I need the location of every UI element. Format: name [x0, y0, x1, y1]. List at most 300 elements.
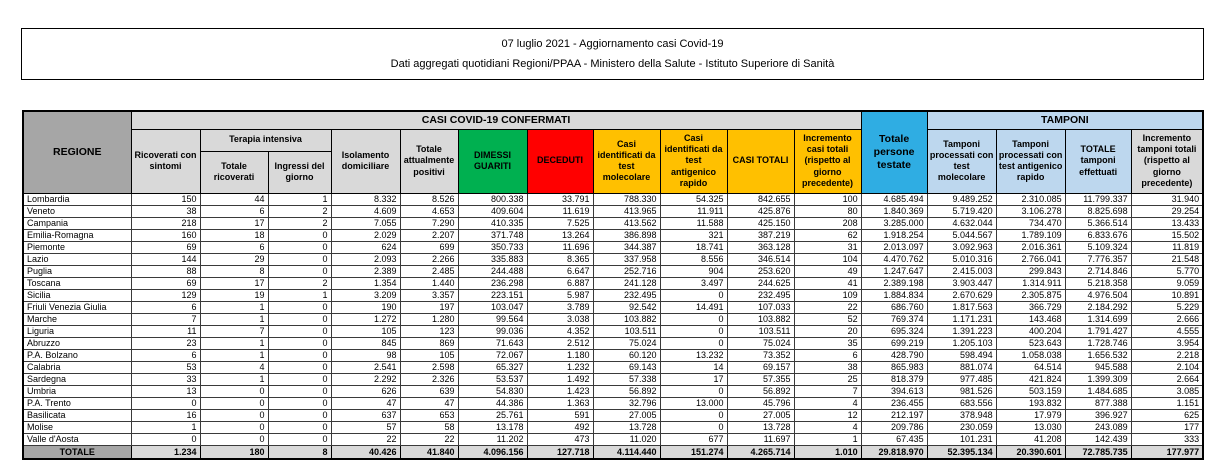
value-cell: 241.128 — [593, 277, 660, 289]
total-value-cell: 4.096.156 — [458, 445, 527, 459]
value-cell: 4 — [794, 421, 861, 433]
value-cell: 150 — [131, 193, 200, 205]
value-cell: 1.058.038 — [996, 349, 1065, 361]
value-cell: 413.562 — [593, 217, 660, 229]
value-cell: 75.024 — [727, 337, 794, 349]
value-cell: 2.664 — [1131, 373, 1203, 385]
value-cell: 13.264 — [527, 229, 593, 241]
value-cell: 769.374 — [861, 313, 927, 325]
value-cell: 69.143 — [593, 361, 660, 373]
value-cell: 232.495 — [727, 289, 794, 301]
col-header-isolamento-domiciliare: Isolamento domiciliare — [331, 129, 400, 193]
value-cell: 2.218 — [1131, 349, 1203, 361]
value-cell: 626 — [331, 385, 400, 397]
value-cell: 177 — [1131, 421, 1203, 433]
region-name-cell: Piemonte — [23, 241, 131, 253]
value-cell: 143.468 — [996, 313, 1065, 325]
value-cell: 5.987 — [527, 289, 593, 301]
col-header-incremento-casi-totali: Incremento casi totali (rispetto al giorno precedente) — [794, 129, 861, 193]
table-row — [23, 313, 1203, 325]
value-cell: 1.484.685 — [1065, 385, 1131, 397]
value-cell: 13.728 — [593, 421, 660, 433]
value-cell: 2 — [268, 277, 331, 289]
col-header-totale-tamponi: TOTALE tamponi effettuati — [1065, 129, 1131, 193]
value-cell: 197 — [400, 301, 458, 313]
value-cell: 101.231 — [927, 433, 996, 445]
value-cell: 54.830 — [458, 385, 527, 397]
col-header-ingressi-del-giorno: Ingressi del giorno — [268, 151, 331, 193]
value-cell: 421.824 — [996, 373, 1065, 385]
value-cell: 103.511 — [593, 325, 660, 337]
region-name-cell: Marche — [23, 313, 131, 325]
value-cell: 1.440 — [400, 277, 458, 289]
value-cell: 38 — [131, 205, 200, 217]
value-cell: 686.760 — [861, 301, 927, 313]
value-cell: 47 — [331, 397, 400, 409]
value-cell: 869 — [400, 337, 458, 349]
value-cell: 818.379 — [861, 373, 927, 385]
value-cell: 5.109.324 — [1065, 241, 1131, 253]
total-value-cell: 41.840 — [400, 445, 458, 459]
value-cell: 62 — [794, 229, 861, 241]
value-cell: 1.363 — [527, 397, 593, 409]
value-cell: 57.338 — [593, 373, 660, 385]
value-cell: 3.789 — [527, 301, 593, 313]
value-cell: 2.326 — [400, 373, 458, 385]
value-cell: 904 — [660, 265, 727, 277]
value-cell: 2.184.292 — [1065, 301, 1131, 313]
value-cell: 109 — [794, 289, 861, 301]
value-cell: 11.911 — [660, 205, 727, 217]
value-cell: 80 — [794, 205, 861, 217]
value-cell: 2.029 — [331, 229, 400, 241]
value-cell: 15.502 — [1131, 229, 1203, 241]
value-cell: 92.542 — [593, 301, 660, 313]
value-cell: 2 — [268, 205, 331, 217]
table-row — [23, 265, 1203, 277]
value-cell: 2.670.629 — [927, 289, 996, 301]
value-cell: 1 — [200, 313, 268, 325]
value-cell: 11.588 — [660, 217, 727, 229]
value-cell: 1.205.103 — [927, 337, 996, 349]
value-cell: 598.494 — [927, 349, 996, 361]
value-cell: 1.884.834 — [861, 289, 927, 301]
value-cell: 2.093 — [331, 253, 400, 265]
value-cell: 5.044.567 — [927, 229, 996, 241]
value-cell: 1.492 — [527, 373, 593, 385]
value-cell: 0 — [268, 229, 331, 241]
value-cell: 1.151 — [1131, 397, 1203, 409]
value-cell: 2.207 — [400, 229, 458, 241]
value-cell: 0 — [268, 349, 331, 361]
value-cell: 1.789.109 — [996, 229, 1065, 241]
value-cell: 212.197 — [861, 409, 927, 421]
table-row — [23, 349, 1203, 361]
value-cell: 57 — [331, 421, 400, 433]
value-cell: 0 — [660, 421, 727, 433]
total-value-cell: 72.785.735 — [1065, 445, 1131, 459]
value-cell: 47 — [400, 397, 458, 409]
value-cell: 1.180 — [527, 349, 593, 361]
value-cell: 1 — [200, 349, 268, 361]
value-cell: 129 — [131, 289, 200, 301]
value-cell: 3.497 — [660, 277, 727, 289]
value-cell: 23 — [131, 337, 200, 349]
value-cell: 25 — [794, 373, 861, 385]
value-cell: 11.697 — [727, 433, 794, 445]
value-cell: 1.280 — [400, 313, 458, 325]
value-cell: 4.685.494 — [861, 193, 927, 205]
col-header-regione: REGIONE — [23, 111, 131, 193]
value-cell: 32.796 — [593, 397, 660, 409]
value-cell: 1 — [794, 433, 861, 445]
value-cell: 1 — [268, 289, 331, 301]
table-row — [23, 409, 1203, 421]
value-cell: 3.085 — [1131, 385, 1203, 397]
value-cell: 2.485 — [400, 265, 458, 277]
value-cell: 18.741 — [660, 241, 727, 253]
value-cell: 877.388 — [1065, 397, 1131, 409]
value-cell: 7 — [131, 313, 200, 325]
value-cell: 1.918.254 — [861, 229, 927, 241]
value-cell: 4.632.044 — [927, 217, 996, 229]
value-cell: 69.157 — [727, 361, 794, 373]
value-cell: 337.958 — [593, 253, 660, 265]
value-cell: 0 — [268, 409, 331, 421]
value-cell: 1.728.746 — [1065, 337, 1131, 349]
value-cell: 0 — [660, 385, 727, 397]
value-cell: 788.330 — [593, 193, 660, 205]
value-cell: 17 — [200, 217, 268, 229]
value-cell: 13 — [131, 385, 200, 397]
value-cell: 386.898 — [593, 229, 660, 241]
region-name-cell: Campania — [23, 217, 131, 229]
group-header-casi-confermati: CASI COVID-19 CONFERMATI — [131, 111, 861, 129]
table-row — [23, 337, 1203, 349]
value-cell: 7.055 — [331, 217, 400, 229]
value-cell: 5.366.514 — [1065, 217, 1131, 229]
value-cell: 425.876 — [727, 205, 794, 217]
value-cell: 0 — [268, 397, 331, 409]
value-cell: 100 — [794, 193, 861, 205]
value-cell: 107.033 — [727, 301, 794, 313]
value-cell: 11.819 — [1131, 241, 1203, 253]
region-name-cell: Emilia-Romagna — [23, 229, 131, 241]
region-name-cell: Sicilia — [23, 289, 131, 301]
value-cell: 2.598 — [400, 361, 458, 373]
value-cell: 4.653 — [400, 205, 458, 217]
value-cell: 3.285.000 — [861, 217, 927, 229]
col-header-casi-test-antigenico: Casi identificati da test antigenico rapido — [660, 129, 727, 193]
value-cell: 12 — [794, 409, 861, 421]
value-cell: 366.729 — [996, 301, 1065, 313]
value-cell: 683.556 — [927, 397, 996, 409]
value-cell: 160 — [131, 229, 200, 241]
value-cell: 4.609 — [331, 205, 400, 217]
value-cell: 19 — [200, 289, 268, 301]
value-cell: 5.010.316 — [927, 253, 996, 265]
table-row — [23, 421, 1203, 433]
value-cell: 0 — [660, 313, 727, 325]
value-cell: 58 — [400, 421, 458, 433]
value-cell: 0 — [268, 433, 331, 445]
value-cell: 11.619 — [527, 205, 593, 217]
value-cell: 639 — [400, 385, 458, 397]
value-cell: 0 — [200, 397, 268, 409]
value-cell: 41 — [794, 277, 861, 289]
value-cell: 232.495 — [593, 289, 660, 301]
table-row — [23, 289, 1203, 301]
value-cell: 5.719.420 — [927, 205, 996, 217]
value-cell: 2.512 — [527, 337, 593, 349]
value-cell: 0 — [200, 433, 268, 445]
value-cell: 99.564 — [458, 313, 527, 325]
value-cell: 104 — [794, 253, 861, 265]
value-cell: 57.355 — [727, 373, 794, 385]
total-value-cell: 40.426 — [331, 445, 400, 459]
value-cell: 653 — [400, 409, 458, 421]
value-cell: 1.399.309 — [1065, 373, 1131, 385]
value-cell: 523.643 — [996, 337, 1065, 349]
value-cell: 7 — [794, 385, 861, 397]
value-cell: 0 — [200, 409, 268, 421]
value-cell: 29.254 — [1131, 205, 1203, 217]
value-cell: 1.232 — [527, 361, 593, 373]
total-value-cell: 177.977 — [1131, 445, 1203, 459]
value-cell: 7.776.357 — [1065, 253, 1131, 265]
region-name-cell: Calabria — [23, 361, 131, 373]
table-row — [23, 277, 1203, 289]
value-cell: 6.887 — [527, 277, 593, 289]
value-cell: 1 — [200, 301, 268, 313]
value-cell: 13.000 — [660, 397, 727, 409]
region-name-cell: Puglia — [23, 265, 131, 277]
value-cell: 734.470 — [996, 217, 1065, 229]
value-cell: 394.613 — [861, 385, 927, 397]
value-cell: 103.882 — [727, 313, 794, 325]
value-cell: 33.791 — [527, 193, 593, 205]
region-name-cell: Friuli Venezia Giulia — [23, 301, 131, 313]
value-cell: 0 — [268, 385, 331, 397]
value-cell: 13.178 — [458, 421, 527, 433]
value-cell: 60.120 — [593, 349, 660, 361]
value-cell: 99.036 — [458, 325, 527, 337]
value-cell: 144 — [131, 253, 200, 265]
value-cell: 105 — [331, 325, 400, 337]
value-cell: 299.843 — [996, 265, 1065, 277]
value-cell: 9.059 — [1131, 277, 1203, 289]
table-row — [23, 361, 1203, 373]
value-cell: 88 — [131, 265, 200, 277]
col-header-incremento-tamponi: Incremento tamponi totali (rispetto al giorno precedente) — [1131, 129, 1203, 193]
value-cell: 3.092.963 — [927, 241, 996, 253]
value-cell: 142.439 — [1065, 433, 1131, 445]
value-cell: 236.298 — [458, 277, 527, 289]
value-cell: 0 — [131, 433, 200, 445]
value-cell: 244.488 — [458, 265, 527, 277]
table-header — [23, 111, 1203, 193]
value-cell: 64.514 — [996, 361, 1065, 373]
value-cell: 400.204 — [996, 325, 1065, 337]
col-header-casi-test-molecolare: Casi identificati da test molecolare — [593, 129, 660, 193]
total-value-cell: 1.010 — [794, 445, 861, 459]
total-value-cell: 151.274 — [660, 445, 727, 459]
value-cell: 14.491 — [660, 301, 727, 313]
value-cell: 13.728 — [727, 421, 794, 433]
value-cell: 800.338 — [458, 193, 527, 205]
value-cell: 0 — [660, 409, 727, 421]
value-cell: 209.786 — [861, 421, 927, 433]
col-header-deceduti: DECEDUTI — [527, 129, 593, 193]
value-cell: 378.948 — [927, 409, 996, 421]
value-cell: 0 — [268, 373, 331, 385]
value-cell: 8.365 — [527, 253, 593, 265]
value-cell: 1.247.647 — [861, 265, 927, 277]
value-cell: 218 — [131, 217, 200, 229]
table-row — [23, 433, 1203, 445]
value-cell: 699.219 — [861, 337, 927, 349]
total-value-cell: 127.718 — [527, 445, 593, 459]
value-cell: 6 — [200, 241, 268, 253]
value-cell: 11.696 — [527, 241, 593, 253]
value-cell: 223.151 — [458, 289, 527, 301]
value-cell: 0 — [268, 361, 331, 373]
value-cell: 977.485 — [927, 373, 996, 385]
table-body — [23, 193, 1203, 459]
value-cell: 321 — [660, 229, 727, 241]
value-cell: 1.791.427 — [1065, 325, 1131, 337]
value-cell: 190 — [331, 301, 400, 313]
value-cell: 3.106.278 — [996, 205, 1065, 217]
value-cell: 9.489.252 — [927, 193, 996, 205]
value-cell: 6 — [131, 301, 200, 313]
value-cell: 1 — [131, 421, 200, 433]
value-cell: 637 — [331, 409, 400, 421]
value-cell: 8.556 — [660, 253, 727, 265]
value-cell: 981.526 — [927, 385, 996, 397]
value-cell: 0 — [660, 289, 727, 301]
value-cell: 1.391.223 — [927, 325, 996, 337]
value-cell: 20 — [794, 325, 861, 337]
total-value-cell: 29.818.970 — [861, 445, 927, 459]
total-value-cell: 1.234 — [131, 445, 200, 459]
value-cell: 1.840.369 — [861, 205, 927, 217]
value-cell: 208 — [794, 217, 861, 229]
value-cell: 17 — [200, 277, 268, 289]
value-cell: 1.817.563 — [927, 301, 996, 313]
value-cell: 13.030 — [996, 421, 1065, 433]
value-cell: 29 — [200, 253, 268, 265]
region-name-cell: Sardegna — [23, 373, 131, 385]
value-cell: 396.927 — [1065, 409, 1131, 421]
group-header-tamponi: TAMPONI — [927, 111, 1203, 129]
value-cell: 14 — [660, 361, 727, 373]
value-cell: 17.979 — [996, 409, 1065, 421]
value-cell: 425.150 — [727, 217, 794, 229]
col-header-totale-persone-testate: Totale persone testate — [861, 111, 927, 193]
value-cell: 2.013.097 — [861, 241, 927, 253]
value-cell: 428.790 — [861, 349, 927, 361]
report-title: 07 luglio 2021 - Aggiornamento casi Covid-19 — [501, 37, 724, 50]
table-row — [23, 241, 1203, 253]
value-cell: 1 — [200, 337, 268, 349]
value-cell: 0 — [268, 421, 331, 433]
value-cell: 865.983 — [861, 361, 927, 373]
total-value-cell: 4.265.714 — [727, 445, 794, 459]
value-cell: 4.976.504 — [1065, 289, 1131, 301]
value-cell: 17 — [660, 373, 727, 385]
value-cell: 7.525 — [527, 217, 593, 229]
value-cell: 69 — [131, 277, 200, 289]
value-cell: 72.067 — [458, 349, 527, 361]
value-cell: 44 — [200, 193, 268, 205]
value-cell: 0 — [268, 337, 331, 349]
value-cell: 123 — [400, 325, 458, 337]
value-cell: 3.954 — [1131, 337, 1203, 349]
value-cell: 27.005 — [593, 409, 660, 421]
value-cell: 53 — [131, 361, 200, 373]
region-name-cell: P.A. Bolzano — [23, 349, 131, 361]
value-cell: 38 — [794, 361, 861, 373]
value-cell: 1.314.699 — [1065, 313, 1131, 325]
report-subtitle: Dati aggregati quotidiani Regioni/PPAA - Ministero della Salute - Istituto Superiore di Sanità — [390, 58, 835, 71]
region-name-cell: Valle d'Aosta — [23, 433, 131, 445]
value-cell: 105 — [400, 349, 458, 361]
value-cell: 33 — [131, 373, 200, 385]
value-cell: 371.748 — [458, 229, 527, 241]
value-cell: 881.074 — [927, 361, 996, 373]
value-cell: 2.389 — [331, 265, 400, 277]
value-cell: 335.883 — [458, 253, 527, 265]
value-cell: 69 — [131, 241, 200, 253]
value-cell: 25.761 — [458, 409, 527, 421]
table-row — [23, 193, 1203, 205]
value-cell: 1.171.231 — [927, 313, 996, 325]
value-cell: 103.882 — [593, 313, 660, 325]
total-value-cell: 20.390.601 — [996, 445, 1065, 459]
value-cell: 56.892 — [727, 385, 794, 397]
region-name-cell: Basilicata — [23, 409, 131, 421]
value-cell: 0 — [200, 385, 268, 397]
total-row — [23, 445, 1203, 459]
value-cell: 4.555 — [1131, 325, 1203, 337]
value-cell: 677 — [660, 433, 727, 445]
covid-data-table — [22, 110, 1204, 460]
region-name-cell: Toscana — [23, 277, 131, 289]
region-name-cell: Lombardia — [23, 193, 131, 205]
value-cell: 1.272 — [331, 313, 400, 325]
value-cell: 49 — [794, 265, 861, 277]
value-cell: 387.219 — [727, 229, 794, 241]
value-cell: 21.548 — [1131, 253, 1203, 265]
value-cell: 2.766.041 — [996, 253, 1065, 265]
value-cell: 193.832 — [996, 397, 1065, 409]
table-row — [23, 325, 1203, 337]
value-cell: 4.470.762 — [861, 253, 927, 265]
value-cell: 6.647 — [527, 265, 593, 277]
value-cell: 13.433 — [1131, 217, 1203, 229]
value-cell: 0 — [268, 313, 331, 325]
value-cell: 73.352 — [727, 349, 794, 361]
col-header-tamponi-antigenico: Tamponi processati con test antigenico rapido — [996, 129, 1065, 193]
value-cell: 13.232 — [660, 349, 727, 361]
value-cell: 44.386 — [458, 397, 527, 409]
table-row — [23, 253, 1203, 265]
value-cell: 103.511 — [727, 325, 794, 337]
value-cell: 11.202 — [458, 433, 527, 445]
table-row — [23, 217, 1203, 229]
value-cell: 1.354 — [331, 277, 400, 289]
